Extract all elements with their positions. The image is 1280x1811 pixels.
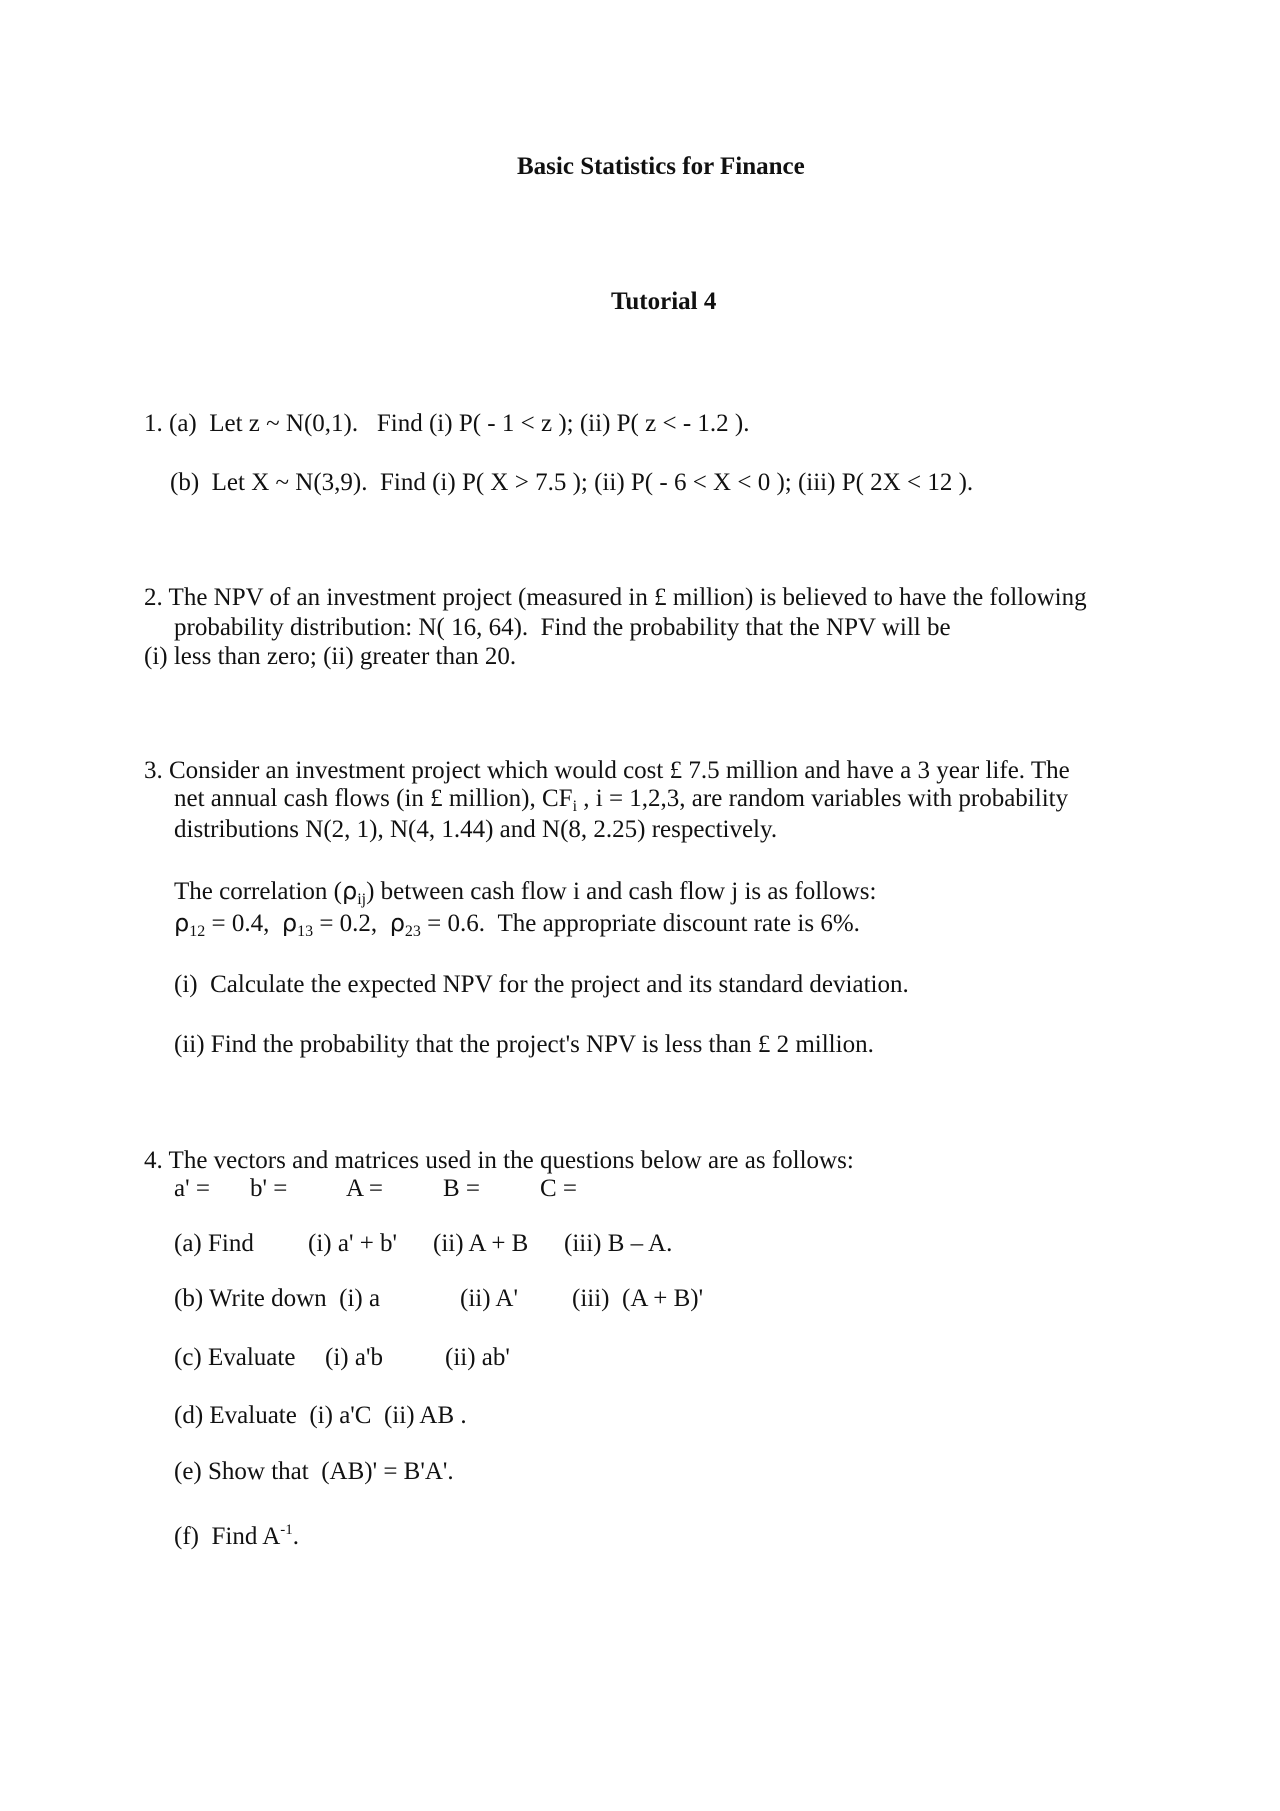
q2-line-1: 2. The NPV of an investment project (measured in £ million) is believed to have the following <box>144 584 1087 611</box>
corr-text: The correlation ( <box>174 878 342 905</box>
q4-a-ii: (ii) A + B <box>433 1230 529 1257</box>
rho-symbol: ρ <box>174 909 190 937</box>
q3-line-2-rest: , i = 1,2,3, are random variables with probability <box>577 785 1069 812</box>
q3-line-3: distributions N(2, 1), N(4, 1.44) and N(8, 2.25) respectively. <box>174 816 778 843</box>
rho-12-value: = 0.4, <box>205 910 282 937</box>
rho-symbol: ρ <box>341 877 358 905</box>
q4-b-label: (b) Write down (i) a <box>174 1285 381 1312</box>
matrix-b-label: B = <box>443 1175 481 1202</box>
rho-symbol: ρ <box>281 909 298 937</box>
tutorial-heading: Tutorial 4 <box>611 288 717 315</box>
q1-part-a: 1. (a) Let z ~ N(0,1). Find (i) P( - 1 < z ); (ii) P( z < - 1.2 ). <box>144 410 750 437</box>
q3-part-ii: (ii) Find the probability that the project's NPV is less than £ 2 million. <box>174 1031 874 1058</box>
q4-d: (d) Evaluate (i) a'C (ii) AB . <box>174 1402 467 1429</box>
rho-23-subscript: 23 <box>404 923 421 940</box>
rho-13-subscript: 13 <box>297 923 314 940</box>
q2-line-3: (i) less than zero; (ii) greater than 20. <box>144 643 517 670</box>
corr-text-rest: ) between cash flow i and cash flow j is as follows: <box>366 878 877 905</box>
q3-part-i: (i) Calculate the expected NPV for the project and its standard deviation. <box>174 971 909 998</box>
page-title: Basic Statistics for Finance <box>517 153 805 180</box>
q4-f-text: (f) Find A <box>174 1523 281 1550</box>
q4-e: (e) Show that (AB)' = B'A'. <box>174 1458 454 1485</box>
matrix-c-label: C = <box>540 1175 578 1202</box>
q4-c-i: (i) a'b <box>325 1344 383 1371</box>
q3-line-2-text: net annual cash flows (in £ million), CF <box>174 785 573 812</box>
rho-13-value: = 0.2, <box>313 910 390 937</box>
vector-a-label: a' = <box>174 1175 210 1202</box>
q4-a-label: (a) Find <box>174 1230 254 1257</box>
q4-intro: 4. The vectors and matrices used in the questions below are as follows: <box>144 1147 854 1174</box>
q2-line-2: probability distribution: N( 16, 64). Find the probability that the NPV will be <box>174 614 951 641</box>
cf-subscript: i <box>572 798 578 815</box>
q3-line-1: 3. Consider an investment project which would cost £ 7.5 million and have a 3 year life. The <box>144 757 1070 784</box>
q3-correlation-values <box>174 908 860 947</box>
q4-f-period: . <box>292 1523 299 1550</box>
q4-a-i: (i) a' + b' <box>308 1230 398 1257</box>
q4-f <box>174 1515 299 1552</box>
q4-a-iii: (iii) B – A. <box>564 1230 673 1257</box>
q4-c-ii: (ii) ab' <box>445 1344 510 1371</box>
q4-b-iii: (iii) (A + B)' <box>572 1285 704 1312</box>
q1-part-b: (b) Let X ~ N(3,9). Find (i) P( X > 7.5 ); (ii) P( - 6 < X < 0 ); (iii) P( 2X < 12 ). <box>170 469 974 496</box>
inverse-superscript: -1 <box>280 1522 293 1538</box>
vector-b-label: b' = <box>250 1175 288 1202</box>
q4-b-ii: (ii) A' <box>460 1285 518 1312</box>
rho-symbol: ρ <box>389 909 405 937</box>
rho-ij-subscript: ij <box>357 891 367 908</box>
matrix-a-label: A = <box>346 1175 384 1202</box>
rho-23-value: = 0.6. The appropriate discount rate is 6%. <box>420 910 860 937</box>
rho-12-subscript: 12 <box>189 923 206 940</box>
q4-c-label: (c) Evaluate <box>174 1344 296 1371</box>
